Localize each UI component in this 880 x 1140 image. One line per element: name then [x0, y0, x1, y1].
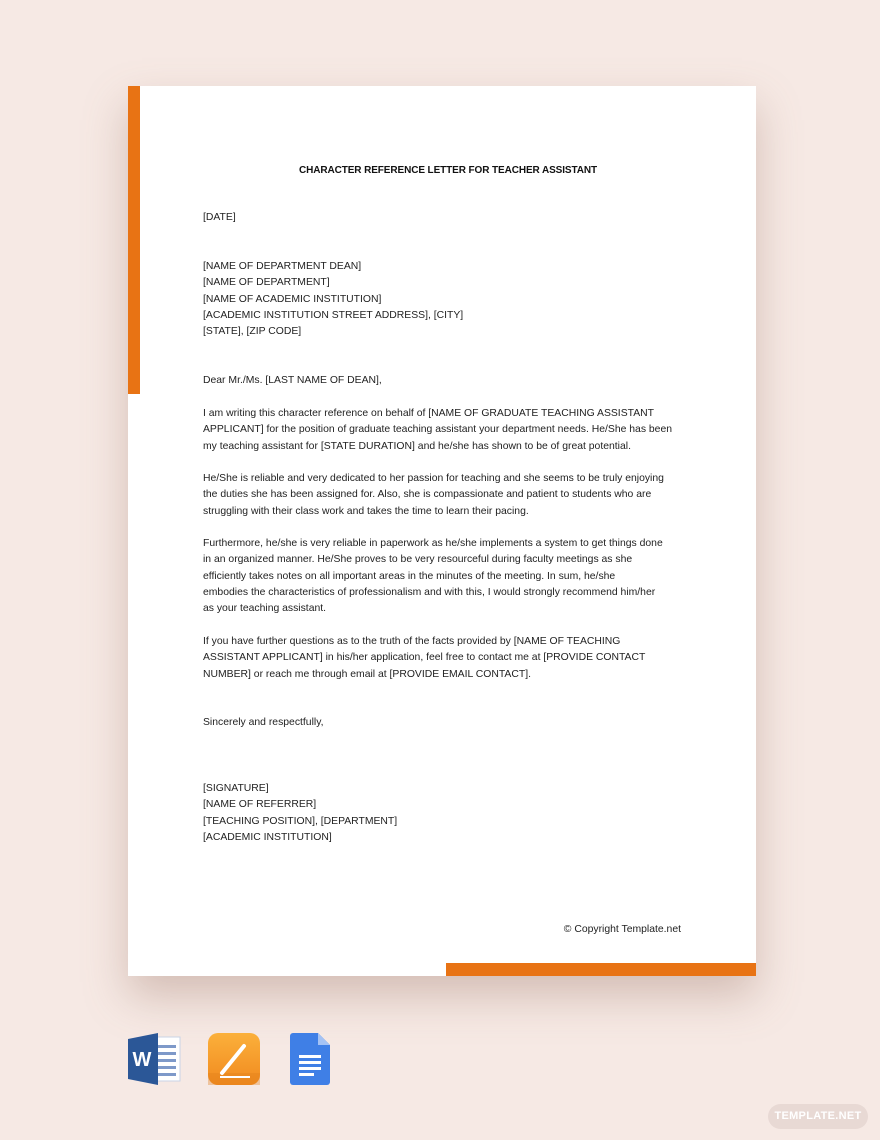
letter-title: CHARACTER REFERENCE LETTER FOR TEACHER ASSISTANT: [299, 165, 597, 176]
recipient-line: [ACADEMIC INSTITUTION STREET ADDRESS], [CITY]: [203, 309, 464, 321]
paragraph-line: the duties she has been assigned for. Also, she is compassionate and patient to students who are: [203, 489, 652, 501]
paragraph-1: [203, 406, 693, 455]
template-net-badge: TEMPLATE.NET: [768, 1104, 868, 1129]
word-letter: W: [132, 1049, 152, 1071]
recipient-line: [NAME OF DEPARTMENT DEAN]: [203, 261, 362, 272]
app-icons: [0, 1033, 880, 1089]
signature-block: [203, 781, 693, 846]
signature-line: [SIGNATURE]: [203, 783, 269, 794]
paragraph-line: efficiently takes notes on all important areas in the minutes of the meeting. In sum, he/she: [203, 570, 616, 582]
pages-icon[interactable]: [208, 1033, 260, 1085]
recipient-line: [NAME OF ACADEMIC INSTITUTION]: [203, 293, 382, 305]
paragraph-line: APPLICANT] for the position of graduate teaching assistant your department needs. He/She has been: [203, 424, 673, 436]
letter-date: [DATE]: [203, 212, 236, 223]
paragraph-line: NUMBER] or reach me through email at [PROVIDE EMAIL CONTACT].: [203, 668, 531, 680]
signature-line: [NAME OF REFERRER]: [203, 799, 317, 811]
paragraph-line: ASSISTANT APPLICANT] in his/her application, feel free to contact me at [PROVIDE CONTACT: [203, 652, 646, 664]
closing: Sincerely and respectfully,: [203, 717, 324, 728]
paragraph-4: [203, 634, 693, 683]
accent-bar-bottom: [446, 963, 756, 976]
word-icon[interactable]: [128, 1033, 182, 1085]
salutation: Dear Mr./Ms. [LAST NAME OF DEAN],: [203, 375, 382, 386]
letter-page: [128, 86, 756, 976]
paragraph-line: as your teaching assistant.: [203, 603, 327, 615]
paragraph-line: struggling with their class work and takes the time to learn their pacing.: [203, 505, 529, 517]
paragraph-line: Furthermore, he/she is very reliable in paperwork as he/she implements a system to get things done: [203, 538, 663, 549]
paragraph-3: [203, 536, 693, 617]
recipient-line: [STATE], [ZIP CODE]: [203, 326, 302, 338]
copyright-notice: © Copyright Template.net: [563, 924, 681, 935]
paragraph-line: I am writing this character reference on behalf of [NAME OF GRADUATE TEACHING ASSISTANT: [203, 408, 654, 419]
recipient-address: [203, 259, 693, 340]
paragraph-2: [203, 471, 693, 520]
paragraph-line: He/She is reliable and very dedicated to her passion for teaching and she seems to be truly enjoying: [203, 473, 664, 484]
recipient-line: [NAME OF DEPARTMENT]: [203, 277, 330, 289]
paragraph-line: my teaching assistant for [STATE DURATION] and he/she has shown to be of great potential.: [203, 440, 631, 452]
accent-bar-left: [128, 86, 140, 394]
google-docs-icon[interactable]: [290, 1033, 330, 1085]
paragraph-line: If you have further questions as to the truth of the facts provided by [NAME OF TEACHING: [203, 636, 621, 647]
paragraph-line: embodies the characteristics of professionalism and with this, I would strongly recommend him/her: [203, 586, 656, 598]
paragraph-line: in an organized manner. He/She proves to be very resourceful during faculty meetings as she: [203, 554, 633, 566]
signature-line: [ACADEMIC INSTITUTION]: [203, 831, 332, 843]
signature-line: [TEACHING POSITION], [DEPARTMENT]: [203, 815, 398, 827]
